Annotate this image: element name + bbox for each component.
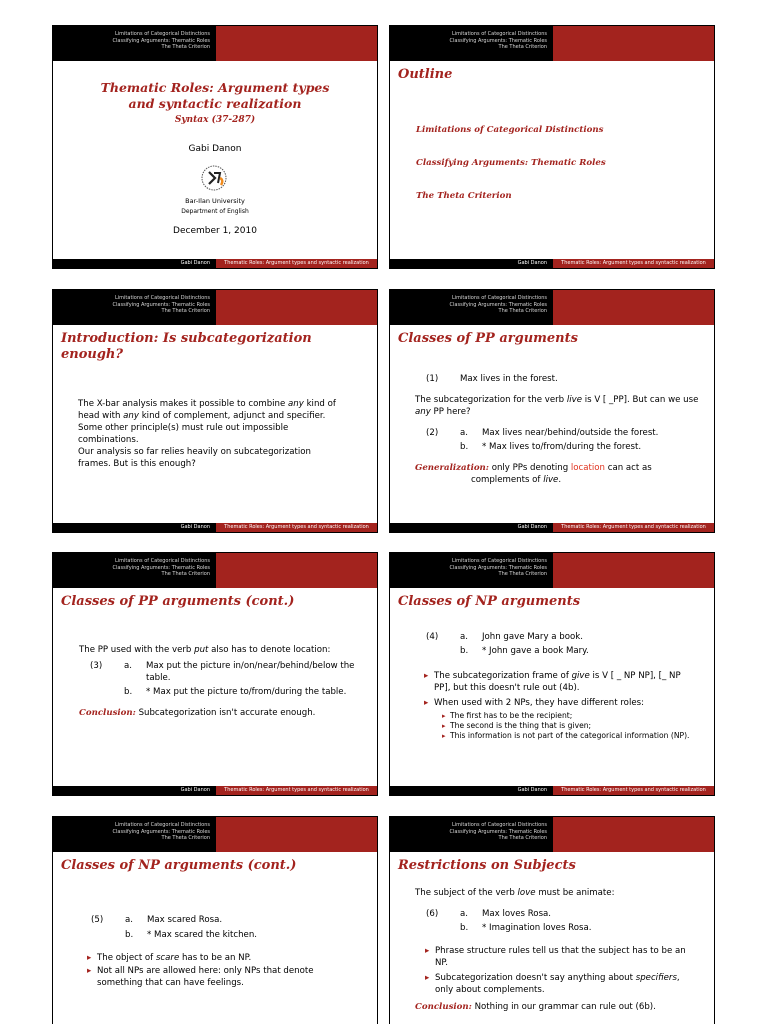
example-6: (6) a. Max loves Rosa. b. * Imagination loves Rosa. [426,909,592,933]
paragraph: The subcategorization for the verb live is V [ _PP]. But can we use any PP here? [415,395,699,417]
bullet: ▸ When used with 2 NPs, they have different roles: [424,697,694,709]
frame-title: Restrictions on Subjects [398,858,576,873]
bullet: ▸ Subcategorization doesn't say anything about specifiers, only about complements. [425,972,696,996]
slide-body [91,914,357,989]
title-block [63,80,367,236]
slide-footer: Gabi Danon Thematic Roles: Argument types and syntactic realization [390,523,714,532]
slide-7 [52,816,378,1024]
paragraph: The PP used with the verb put also has to denote location: [79,645,331,655]
paragraph: The X-bar analysis makes it possible to combine any kind of head with any kind of complement, adjunct and specifier. Some other principle(s) must rule out impossible combinations. [78,399,336,445]
bullet: ▸ Not all NPs are allowed here: only NPs that denote something that can have feelings. [87,965,357,989]
frame-title: Introduction: Is subcategorization enough? [61,331,312,362]
slide-body [426,631,694,741]
frame-title: Classes of PP arguments [398,331,578,346]
slide-footer: Gabi Danon Thematic Roles: Argument types and syntactic realization [53,259,377,268]
header-nav: Limitations of Categorical Distinctions Classifying Arguments: Thematic Roles The Theta Criterion [53,290,216,325]
header-nav: Limitations of Categorical Distinctions Classifying Arguments: Thematic Roles The Theta Criterion [390,26,553,61]
outline-item[interactable]: Limitations of Categorical Distinctions [416,125,604,135]
header-nav: Limitations of Categorical Distinctions Classifying Arguments: Thematic Roles The Theta Criterion [53,817,216,852]
slide-8 [389,816,715,1024]
generalization: Generalization: only PPs denoting location can act as complements of live. [415,463,652,485]
slide-6 [389,552,715,796]
slide-4 [389,289,715,533]
author-name: Gabi Danon [188,144,242,154]
header-nav: Limitations of Categorical Distinctions Classifying Arguments: Thematic Roles The Theta Criterion [390,817,553,852]
slide-header [390,26,714,61]
university-name: Bar-Ilan University [185,197,245,205]
outline-list [416,125,606,201]
frame-title: Outline [398,67,453,82]
paragraph: The subject of the verb love must be animate: [415,888,615,898]
bar-ilan-logo-icon [200,164,230,192]
bullet: ▸ The subcategorization frame of give is V [ _ NP NP], [_ NP PP], but this doesn't rule out (4b). [424,670,694,694]
slide-footer: Gabi Danon Thematic Roles: Argument types and syntactic realization [390,786,714,795]
slide-2 [389,25,715,269]
bullet: ▸ Phrase structure rules tell us that the subject has to be an NP. [425,945,696,969]
slide-header [53,553,377,588]
outline-item[interactable]: The Theta Criterion [416,191,512,201]
sub-bullet: ▸ The second is the thing that is given; [442,721,694,731]
frame-title: Classes of NP arguments [398,594,581,609]
paragraph: Our analysis so far relies heavily on subcategorization frames. But is this enough? [78,447,311,469]
conclusion: Conclusion: Subcategorization isn't accurate enough. [79,708,316,718]
department-name: Department of English [181,208,249,215]
bullet: ▸ The object of scare has to be an NP. [87,952,357,964]
header-nav: Limitations of Categorical Distinctions Classifying Arguments: Thematic Roles The Theta Criterion [53,26,216,61]
slide-body [415,373,704,486]
example-4: (4) a. John gave Mary a book. b. * John gave a book Mary. [426,632,589,656]
presentation-title: Thematic Roles: Argument types and syntactic realization [100,80,330,111]
slide-footer: Gabi Danon Thematic Roles: Argument types and syntactic realization [53,786,377,795]
example-1: (1) Max lives in the forest. [426,374,558,384]
sub-list [442,711,694,741]
example-5: (5) a. Max scared Rosa. b. * Max scared the kitchen. [91,915,258,940]
slide-footer: Gabi Danon Thematic Roles: Argument types and syntactic realization [53,523,377,532]
slide-header [390,553,714,588]
slide-1 [52,25,378,269]
sub-bullet: ▸ The first has to be the recipient; [442,711,694,721]
frame-title: Classes of NP arguments (cont.) [61,858,297,873]
outline-item[interactable]: Classifying Arguments: Thematic Roles [416,158,606,168]
slide-footer: Gabi Danon Thematic Roles: Argument types and syntactic realization [390,259,714,268]
conclusion: Conclusion: Nothing in our grammar can rule out (6b). [415,1002,656,1012]
header-nav: Limitations of Categorical Distinctions Classifying Arguments: Thematic Roles The Theta Criterion [390,553,553,588]
slide-header [53,26,377,61]
slide-header [390,290,714,325]
slide-header [390,817,714,852]
university-logo [63,164,367,196]
slide-body [78,398,341,470]
presentation-date: December 1, 2010 [173,226,257,236]
frame-title: Classes of PP arguments (cont.) [61,594,295,609]
slide-body [415,887,696,1013]
presentation-subtitle: Syntax (37-287) [174,115,256,125]
sub-bullet: ▸ This information is not part of the categorical information (NP). [442,731,694,741]
slide-3 [52,289,378,533]
slide-header [53,290,377,325]
header-nav: Limitations of Categorical Distinctions Classifying Arguments: Thematic Roles The Theta Criterion [390,290,553,325]
slide-header [53,817,377,852]
slide-body [79,644,363,719]
example-2: (2) a. Max lives near/behind/outside the forest. b. * Max lives to/from/during the forest. [426,428,659,452]
slide-5 [52,552,378,796]
header-nav: Limitations of Categorical Distinctions Classifying Arguments: Thematic Roles The Theta Criterion [53,553,216,588]
example-3: (3) a. Max put the picture in/on/near/behind/below the table. b. * Max put the picture to/from/during the table. [90,661,355,697]
